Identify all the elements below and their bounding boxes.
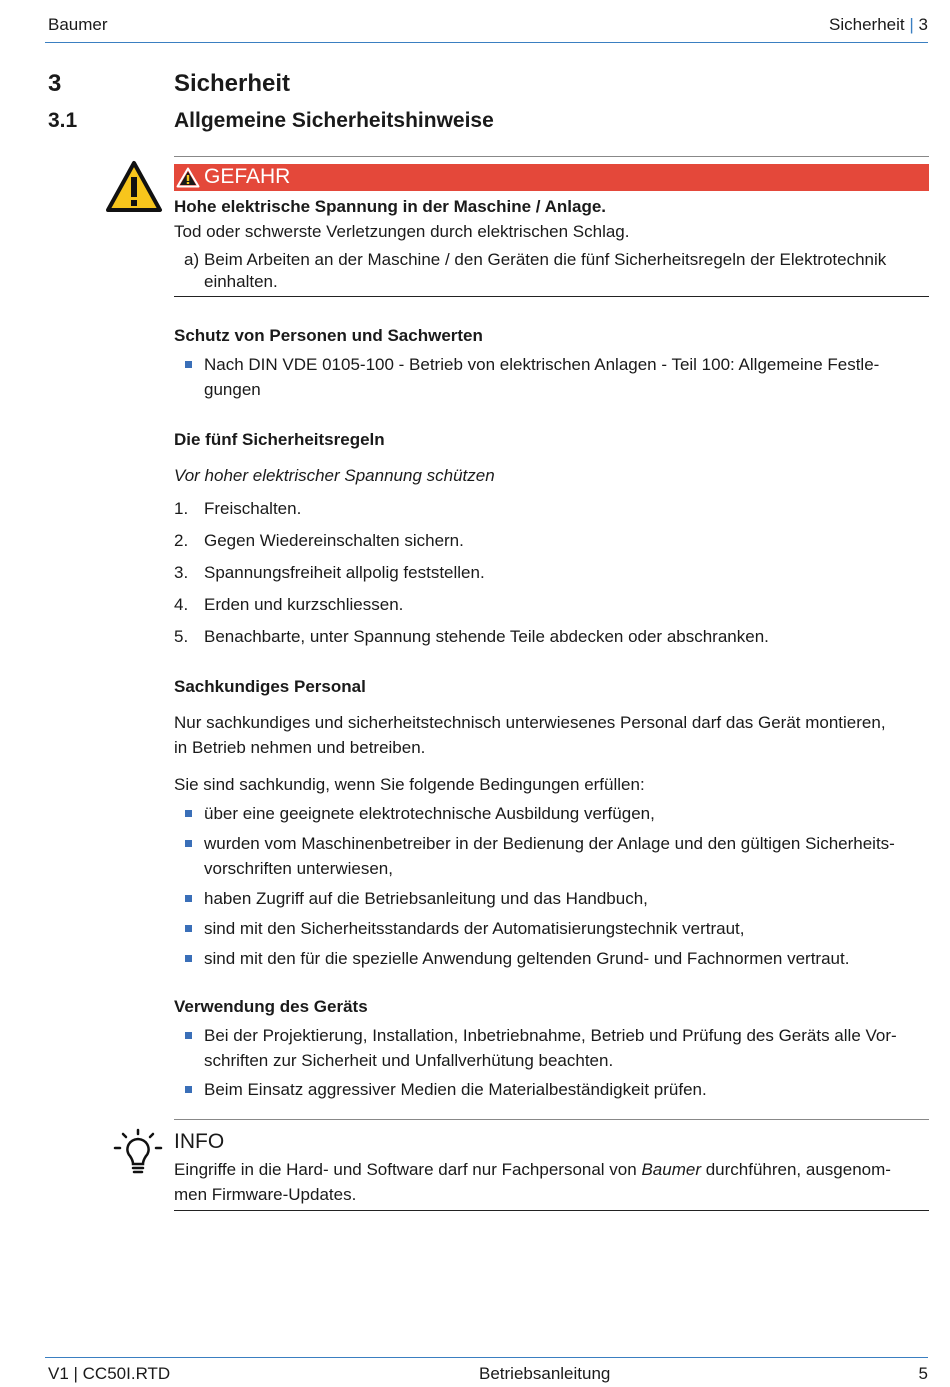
list-item <box>174 352 929 402</box>
protection-item-line2: gungen <box>204 380 261 399</box>
bullet-square-icon <box>185 810 192 817</box>
chapter-title: Sicherheit <box>174 70 291 97</box>
warning-triangle-icon <box>105 160 163 214</box>
list-number: 3. <box>174 563 189 582</box>
section-title: Allgemeine Sicherheitshinweise <box>174 109 494 132</box>
protection-list <box>174 352 929 402</box>
bullet-square-icon <box>185 1086 192 1093</box>
usage-list <box>174 1023 929 1102</box>
list-text: sind mit den für die spezielle Anwendung geltenden Grund- und Fachnormen vertraut. <box>204 949 850 968</box>
info-text-line1 <box>174 1157 929 1182</box>
list-number: 4. <box>174 595 189 614</box>
danger-step-marker: a) <box>184 250 200 269</box>
danger-step-text <box>204 249 934 293</box>
list-item <box>174 1023 929 1073</box>
list-text-continued: vorschriften unterwiesen, <box>204 859 393 878</box>
danger-banner-icon <box>176 167 200 188</box>
lightbulb-icon <box>113 1128 163 1178</box>
bullet-square-icon <box>185 840 192 847</box>
list-text: über eine geeignete elektrotechnische Ausbildung verfügen, <box>204 804 655 823</box>
info-brand: Baumer <box>641 1160 701 1179</box>
danger-label: GEFAHR <box>204 165 291 188</box>
list-text: wurden vom Maschinenbetreiber in der Bedienung der Anlage und den gültigen Sicherheits- <box>204 834 895 853</box>
personnel-paragraph-1 <box>174 710 929 760</box>
list-text: haben Zugriff auf die Betriebsanleitung und das Handbuch, <box>204 889 648 908</box>
personnel-para1-line1: Nur sachkundiges und sicherheitstechnisch unterwiesenes Personal darf das Gerät montieren, <box>174 713 886 732</box>
list-item <box>174 528 929 553</box>
five-rules-subheading: Vor hoher elektrischer Spannung schützen <box>174 466 495 485</box>
danger-headline: Hohe elektrische Spannung in der Maschine / Anlage. <box>174 197 607 216</box>
info-bottom-rule <box>174 1210 929 1211</box>
info-text <box>174 1157 929 1207</box>
list-item <box>174 801 929 826</box>
bullet-square-icon <box>185 955 192 962</box>
list-text: Erden und kurzschliessen. <box>204 595 404 614</box>
danger-bottom-rule <box>174 296 929 297</box>
list-text: Bei der Projektierung, Installation, Inbetriebnahme, Betrieb und Prüfung des Geräts alle Vor- <box>204 1026 897 1045</box>
bullet-square-icon <box>185 925 192 932</box>
list-number: 2. <box>174 531 189 550</box>
protection-item-line1: Nach DIN VDE 0105-100 - Betrieb von elektrischen Anlagen - Teil 100: Allgemeine Festle- <box>204 355 880 374</box>
section-number: 3.1 <box>48 109 78 132</box>
info-text-line2: men Firmware-Updates. <box>174 1185 357 1204</box>
list-text: Benachbarte, unter Spannung stehende Teile abdecken oder abschranken. <box>204 627 769 646</box>
list-text: Beim Einsatz aggressiver Medien die Materialbeständigkeit prüfen. <box>204 1080 707 1099</box>
footer-page-number: 5 <box>918 1364 928 1383</box>
list-text: Freischalten. <box>204 499 302 518</box>
header-separator: | <box>909 15 914 34</box>
protection-heading: Schutz von Personen und Sachwerten <box>174 326 483 345</box>
header-section <box>829 15 928 35</box>
list-item <box>174 916 929 941</box>
info-text-after: durchführen, ausgenom- <box>700 1160 891 1179</box>
list-item <box>174 1077 929 1102</box>
list-text: Spannungsfreiheit allpolig feststellen. <box>204 563 485 582</box>
danger-consequence: Tod oder schwerste Verletzungen durch elektrischen Schlag. <box>174 222 630 241</box>
info-text-before: Eingriffe in die Hard- und Software darf nur Fachpersonal von <box>174 1160 642 1179</box>
danger-step-line1: Beim Arbeiten an der Maschine / den Geräten die fünf Sicherheitsregeln der Elektrotechnik <box>204 250 887 269</box>
list-item <box>174 624 929 649</box>
bullet-square-icon <box>185 361 192 368</box>
list-item <box>174 560 929 585</box>
info-top-rule <box>174 1119 929 1120</box>
five-rules-list <box>174 496 929 649</box>
bullet-square-icon <box>185 1032 192 1039</box>
list-item <box>174 592 929 617</box>
header-brand: Baumer <box>48 15 108 34</box>
chapter-number: 3 <box>48 70 62 97</box>
personnel-paragraph-2: Sie sind sachkundig, wenn Sie folgende Bedingungen erfüllen: <box>174 775 645 794</box>
personnel-heading: Sachkundiges Personal <box>174 677 366 696</box>
danger-top-rule <box>174 156 929 157</box>
bullet-square-icon <box>185 895 192 902</box>
list-text-continued: schriften zur Sicherheit und Unfallverhütung beachten. <box>204 1051 614 1070</box>
footer-doc-type: Betriebsanleitung <box>479 1364 611 1383</box>
header-rule <box>45 42 928 43</box>
info-label: INFO <box>174 1130 225 1153</box>
header-section-title: Sicherheit <box>829 15 905 34</box>
list-item <box>174 886 929 911</box>
header-page-number: 3 <box>918 15 928 34</box>
list-item <box>174 831 929 881</box>
footer-rule <box>45 1357 928 1358</box>
danger-step-line2: einhalten. <box>204 272 278 291</box>
personnel-list <box>174 801 929 971</box>
list-number: 5. <box>174 627 189 646</box>
list-text: sind mit den Sicherheitsstandards der Automatisierungstechnik vertraut, <box>204 919 745 938</box>
footer-version: V1 | CC50I.RTD <box>48 1364 171 1383</box>
list-number: 1. <box>174 499 189 518</box>
list-text: Gegen Wiedereinschalten sichern. <box>204 531 464 550</box>
danger-banner <box>174 164 929 191</box>
list-item <box>174 496 929 521</box>
usage-heading: Verwendung des Geräts <box>174 997 368 1016</box>
five-rules-heading: Die fünf Sicherheitsregeln <box>174 430 385 449</box>
personnel-para1-line2: in Betrieb nehmen und betreiben. <box>174 738 426 757</box>
list-item <box>174 946 929 971</box>
